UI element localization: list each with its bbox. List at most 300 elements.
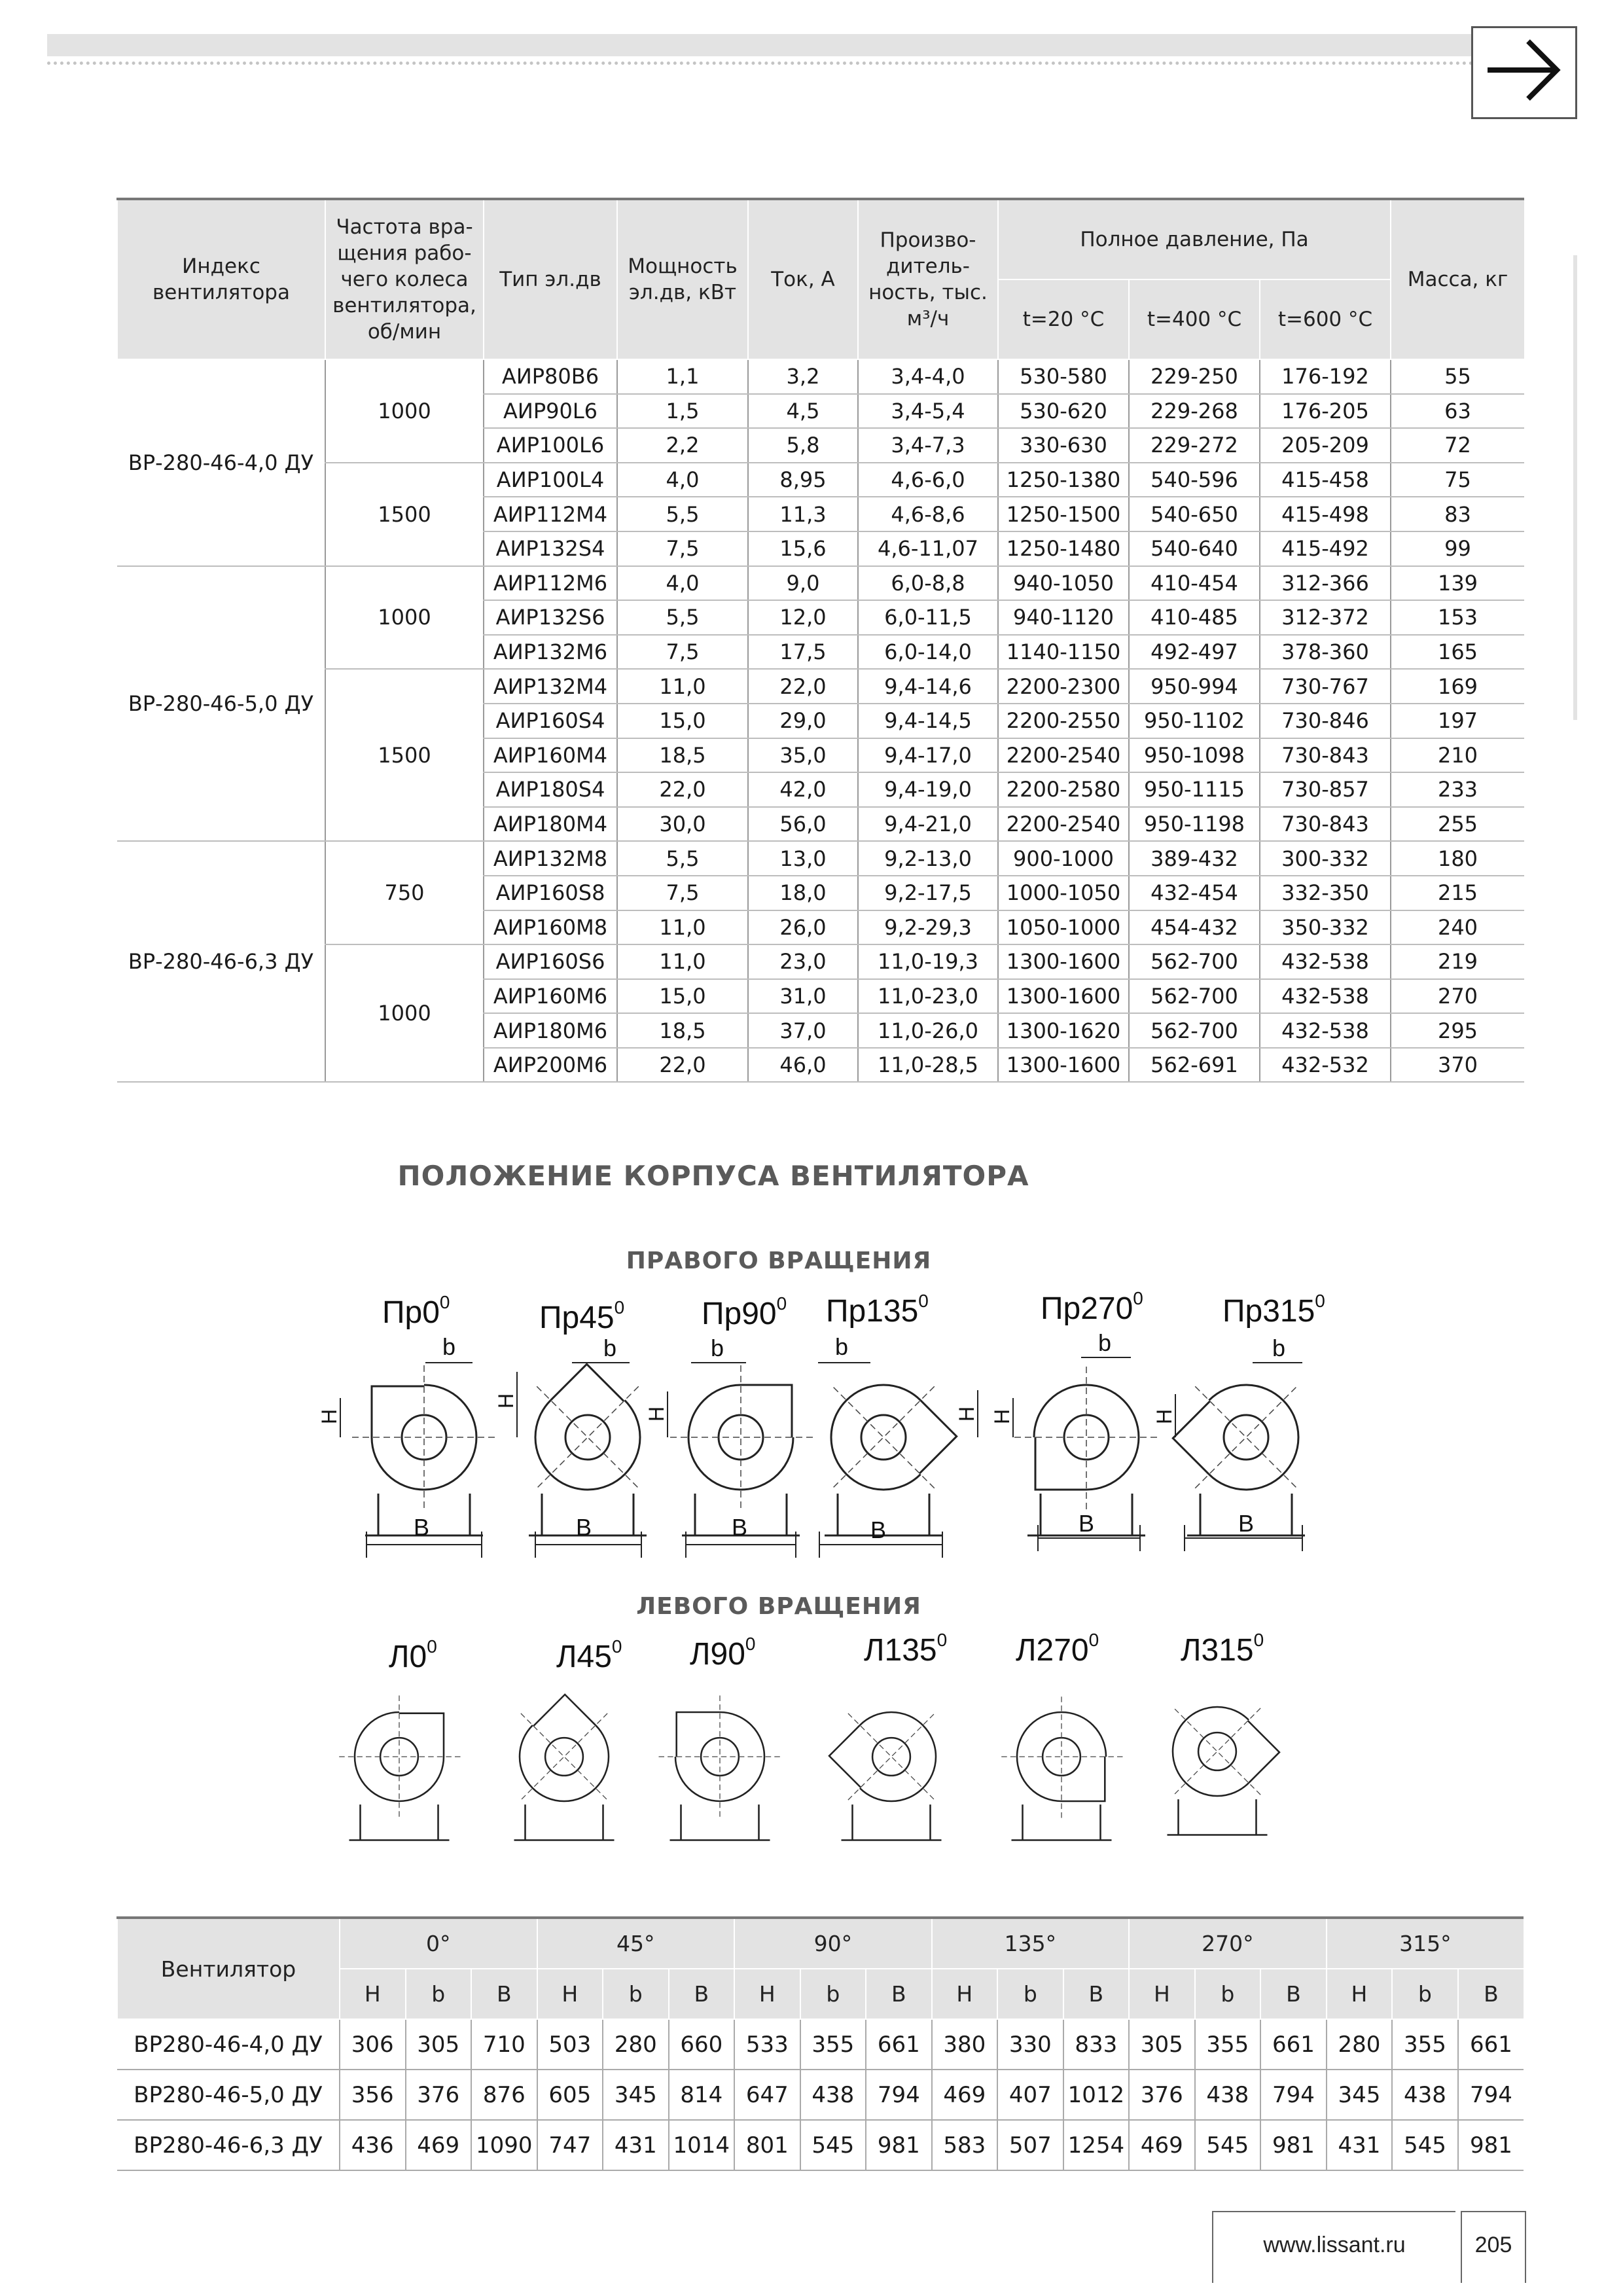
spec-cell: 4,6-8,6 xyxy=(858,497,998,531)
dim-value-cell: 545 xyxy=(1392,2120,1458,2170)
spec-cell: АИР90L6 xyxy=(484,394,617,429)
dim-value-cell: 1012 xyxy=(1063,2070,1130,2120)
spec-cell: 11,0 xyxy=(617,944,748,979)
diagram-l315 xyxy=(1131,1665,1304,1838)
spec-cell: 370 xyxy=(1391,1048,1524,1083)
col-header-power: Мощность эл.дв, кВт xyxy=(617,199,748,359)
spec-cell: 17,5 xyxy=(748,635,858,670)
spec-cell: 176-205 xyxy=(1260,394,1391,429)
dim-subheader: b xyxy=(997,1969,1063,2019)
spec-cell: 3,4-5,4 xyxy=(858,394,998,429)
dim-value-cell: 305 xyxy=(1129,2019,1195,2070)
dim-value-cell: 407 xyxy=(997,2070,1063,2120)
spec-cell: 540-640 xyxy=(1129,531,1260,566)
spec-cell: 229-250 xyxy=(1129,359,1260,394)
dim-value-cell: 981 xyxy=(866,2120,932,2170)
spec-cell: 15,0 xyxy=(617,979,748,1014)
spec-cell: 9,2-13,0 xyxy=(858,841,998,876)
spec-cell: 176-192 xyxy=(1260,359,1391,394)
spec-cell: 730-857 xyxy=(1260,772,1391,807)
spec-cell: 99 xyxy=(1391,531,1524,566)
spec-cell: 900-1000 xyxy=(998,841,1129,876)
spec-cell: 378-360 xyxy=(1260,635,1391,670)
spec-cell: 1250-1380 xyxy=(998,463,1129,497)
spec-cell: 1000-1050 xyxy=(998,876,1129,910)
spec-cell: АИР132S6 xyxy=(484,600,617,635)
spec-cell: 26,0 xyxy=(748,910,858,945)
dim-subheader: H xyxy=(537,1969,603,2019)
spec-cell: 432-538 xyxy=(1260,1013,1391,1048)
position-label-l0: $Л0^0$ xyxy=(389,1636,437,1674)
spec-cell: 312-372 xyxy=(1260,600,1391,635)
dim-H-pr0: H xyxy=(317,1408,341,1424)
spec-cell: 5,8 xyxy=(748,428,858,463)
spec-cell: 30,0 xyxy=(617,807,748,842)
dim-value-cell: 469 xyxy=(1129,2120,1195,2170)
spec-cell: АИР160S4 xyxy=(484,704,617,738)
diagram-l0 xyxy=(338,1696,461,1840)
fan-name-cell: ВР280-46-6,3 ДУ xyxy=(117,2120,340,2170)
spec-cell: 730-843 xyxy=(1260,738,1391,773)
dim-B-pr0: B xyxy=(414,1514,430,1541)
spec-cell: АИР160М4 xyxy=(484,738,617,773)
dim-b-pr0: b xyxy=(442,1333,456,1360)
dim-H-pr45: H xyxy=(494,1393,518,1408)
page-number: 205 xyxy=(1461,2211,1526,2283)
spec-cell: 219 xyxy=(1391,944,1524,979)
dim-H-pr90: H xyxy=(645,1406,668,1422)
spec-cell: 9,4-17,0 xyxy=(858,738,998,773)
spec-cell: 1300-1600 xyxy=(998,979,1129,1014)
spec-cell: 9,4-14,5 xyxy=(858,704,998,738)
dim-H-pr135: H xyxy=(955,1406,978,1422)
dim-value-cell: 431 xyxy=(1327,2120,1393,2170)
spec-cell: 11,0 xyxy=(617,910,748,945)
spec-cell: 197 xyxy=(1391,704,1524,738)
spec-cell: 229-268 xyxy=(1129,394,1260,429)
spec-cell: АИР132М6 xyxy=(484,635,617,670)
spec-cell: 75 xyxy=(1391,463,1524,497)
spec-cell: 350-332 xyxy=(1260,910,1391,945)
spec-cell: АИР180М4 xyxy=(484,807,617,842)
dim-value-cell: 801 xyxy=(734,2120,800,2170)
spec-cell: 730-767 xyxy=(1260,669,1391,704)
spec-cell: 9,4-19,0 xyxy=(858,772,998,807)
spec-cell: 229-272 xyxy=(1129,428,1260,463)
diagram-l270 xyxy=(1001,1696,1123,1840)
dim-value-cell: 661 xyxy=(1458,2019,1524,2070)
dim-value-cell: 345 xyxy=(603,2070,669,2120)
spec-cell: 1300-1600 xyxy=(998,944,1129,979)
dim-value-cell: 1014 xyxy=(669,2120,735,2170)
spec-cell: 29,0 xyxy=(748,704,858,738)
dim-value-cell: 876 xyxy=(471,2070,537,2120)
rpm-cell: 1000 xyxy=(325,566,484,670)
dim-value-cell: 436 xyxy=(340,2120,406,2170)
spec-cell: 389-432 xyxy=(1129,841,1260,876)
angle-header: 135° xyxy=(932,1918,1130,1969)
col-header-motor-type: Тип эл.дв xyxy=(484,199,617,359)
spec-cell: 5,5 xyxy=(617,497,748,531)
spec-cell: 940-1050 xyxy=(998,566,1129,601)
spec-cell: 18,0 xyxy=(748,876,858,910)
dim-H-pr315: H xyxy=(1152,1408,1176,1424)
dim-value-cell: 280 xyxy=(603,2019,669,2070)
dim-b-pr45: b xyxy=(603,1335,617,1361)
spec-cell: 300-332 xyxy=(1260,841,1391,876)
footer-website-link[interactable]: www.lissant.ru xyxy=(1212,2211,1455,2283)
spec-cell: 9,2-29,3 xyxy=(858,910,998,945)
angle-header: 315° xyxy=(1327,1918,1524,1969)
spec-cell: 22,0 xyxy=(617,1048,748,1083)
diagram-l45 xyxy=(478,1670,651,1843)
position-label-pr135: $Пр135^0$ xyxy=(826,1291,929,1329)
fan-index-cell: ВР-280-46-4,0 ДУ xyxy=(117,359,325,566)
dim-b-pr90: b xyxy=(711,1335,724,1361)
spec-cell: 2200-2300 xyxy=(998,669,1129,704)
dim-subheader: b xyxy=(800,1969,866,2019)
spec-cell: 42,0 xyxy=(748,772,858,807)
spec-cell: 415-498 xyxy=(1260,497,1391,531)
angle-header: 0° xyxy=(340,1918,537,1969)
spec-cell: АИР100L4 xyxy=(484,463,617,497)
spec-cell: 3,4-7,3 xyxy=(858,428,998,463)
rpm-cell: 1500 xyxy=(325,669,484,841)
dim-value-cell: 280 xyxy=(1327,2019,1393,2070)
dim-subheader: B xyxy=(1260,1969,1327,2019)
spec-cell: 432-454 xyxy=(1129,876,1260,910)
dim-value-cell: 356 xyxy=(340,2070,406,2120)
diagram-pr0 xyxy=(352,1365,496,1535)
dim-H-pr270: H xyxy=(990,1408,1014,1424)
spec-cell: 46,0 xyxy=(748,1048,858,1083)
spec-cell: АИР112М6 xyxy=(484,566,617,601)
position-label-pr0: $Пр0^0$ xyxy=(382,1292,450,1330)
diagram-pr90 xyxy=(669,1365,813,1535)
position-label-l45: $Л45^0$ xyxy=(556,1636,622,1674)
dim-value-cell: 533 xyxy=(734,2019,800,2070)
section-title-positions: ПОЛОЖЕНИЕ КОРПУСА ВЕНТИЛЯТОРА xyxy=(397,1160,1029,1192)
spec-cell: 1250-1500 xyxy=(998,497,1129,531)
position-label-l90: $Л90^0$ xyxy=(690,1634,756,1672)
dim-subheader: b xyxy=(1195,1969,1261,2019)
spec-cell: 562-700 xyxy=(1129,1013,1260,1048)
spec-cell: АИР132М4 xyxy=(484,669,617,704)
dim-value-cell: 747 xyxy=(537,2120,603,2170)
diagram-l135 xyxy=(805,1670,978,1843)
col-header-current: Ток, А xyxy=(748,199,858,359)
rpm-cell: 1000 xyxy=(325,944,484,1082)
dim-subheader: b xyxy=(1392,1969,1458,2019)
spec-cell: 1250-1480 xyxy=(998,531,1129,566)
dim-value-cell: 438 xyxy=(1195,2070,1261,2120)
dim-b-pr135: b xyxy=(835,1333,849,1360)
spec-cell: 4,6-6,0 xyxy=(858,463,998,497)
spec-cell: 240 xyxy=(1391,910,1524,945)
spec-cell: 37,0 xyxy=(748,1013,858,1048)
spec-cell: 6,0-8,8 xyxy=(858,566,998,601)
spec-cell: 1050-1000 xyxy=(998,910,1129,945)
dim-value-cell: 355 xyxy=(800,2019,866,2070)
dim-value-cell: 330 xyxy=(997,2019,1063,2070)
dim-B-pr135: B xyxy=(870,1516,887,1543)
spec-cell: 11,0-19,3 xyxy=(858,944,998,979)
dim-B-pr270: B xyxy=(1079,1510,1095,1537)
dim-value-cell: 438 xyxy=(800,2070,866,2120)
spec-cell: 540-596 xyxy=(1129,463,1260,497)
spec-cell: 7,5 xyxy=(617,635,748,670)
dim-value-cell: 1090 xyxy=(471,2120,537,2170)
dim-value-cell: 647 xyxy=(734,2070,800,2120)
spec-cell: 11,0-28,5 xyxy=(858,1048,998,1083)
dim-subheader: H xyxy=(932,1969,998,2019)
position-label-pr90: $Пр90^0$ xyxy=(702,1293,787,1331)
spec-cell: 210 xyxy=(1391,738,1524,773)
spec-cell: 2,2 xyxy=(617,428,748,463)
fan-index-cell: ВР-280-46-6,3 ДУ xyxy=(117,841,325,1082)
dim-b-pr315: b xyxy=(1272,1335,1286,1361)
spec-cell: 56,0 xyxy=(748,807,858,842)
dim-value-cell: 981 xyxy=(1458,2120,1524,2170)
spec-cell: 35,0 xyxy=(748,738,858,773)
dim-B-pr90: B xyxy=(732,1514,748,1541)
dim-value-cell: 438 xyxy=(1392,2070,1458,2120)
position-label-pr315: $Пр315^0$ xyxy=(1222,1291,1325,1329)
subtitle-left-rotation: ЛЕВОГО ВРАЩЕНИЯ xyxy=(636,1593,921,1620)
spec-cell: 432-538 xyxy=(1260,944,1391,979)
spec-cell: 4,0 xyxy=(617,566,748,601)
spec-cell: 7,5 xyxy=(617,876,748,910)
dim-value-cell: 545 xyxy=(800,2120,866,2170)
col-header-t600: t=600 °C xyxy=(1260,279,1391,359)
spec-cell: АИР160S6 xyxy=(484,944,617,979)
spec-cell: АИР180М6 xyxy=(484,1013,617,1048)
position-label-pr270: $Пр270^0$ xyxy=(1041,1288,1143,1326)
spec-cell: 432-538 xyxy=(1260,979,1391,1014)
dim-value-cell: 814 xyxy=(669,2070,735,2120)
spec-cell: 18,5 xyxy=(617,1013,748,1048)
spec-cell: 139 xyxy=(1391,566,1524,601)
col-header-t400: t=400 °C xyxy=(1129,279,1260,359)
spec-cell: 492-497 xyxy=(1129,635,1260,670)
spec-cell: 169 xyxy=(1391,669,1524,704)
spec-cell: 950-1102 xyxy=(1129,704,1260,738)
subtitle-right-rotation: ПРАВОГО ВРАЩЕНИЯ xyxy=(626,1247,932,1274)
col-header-flow: Произво-дитель-ность, тыс. м³/ч xyxy=(858,199,998,359)
spec-cell: 31,0 xyxy=(748,979,858,1014)
spec-cell: 950-1198 xyxy=(1129,807,1260,842)
dim-value-cell: 376 xyxy=(1129,2070,1195,2120)
spec-cell: 410-454 xyxy=(1129,566,1260,601)
dim-value-cell: 605 xyxy=(537,2070,603,2120)
spec-cell: 23,0 xyxy=(748,944,858,979)
spec-cell: 3,2 xyxy=(748,359,858,394)
dim-value-cell: 794 xyxy=(1458,2070,1524,2120)
spec-cell: АИР132М8 xyxy=(484,841,617,876)
spec-cell: 6,0-11,5 xyxy=(858,600,998,635)
spec-cell: 950-1098 xyxy=(1129,738,1260,773)
dim-subheader: B xyxy=(1063,1969,1130,2019)
dim-value-cell: 661 xyxy=(866,2019,932,2070)
spec-cell: 15,0 xyxy=(617,704,748,738)
position-label-l315: $Л315^0$ xyxy=(1181,1630,1264,1668)
fan-name-cell: ВР280-46-4,0 ДУ xyxy=(117,2019,340,2070)
spec-cell: 6,0-14,0 xyxy=(858,635,998,670)
spec-cell: 730-843 xyxy=(1260,807,1391,842)
dim-value-cell: 376 xyxy=(406,2070,472,2120)
spec-cell: 5,5 xyxy=(617,600,748,635)
dim-value-cell: 355 xyxy=(1392,2019,1458,2070)
dim-value-cell: 345 xyxy=(1327,2070,1393,2120)
dim-value-cell: 1254 xyxy=(1063,2120,1130,2170)
spec-cell: 55 xyxy=(1391,359,1524,394)
spec-cell: 540-650 xyxy=(1129,497,1260,531)
spec-cell: 950-1115 xyxy=(1129,772,1260,807)
dim-B-pr45: B xyxy=(576,1514,592,1541)
rpm-cell: 1000 xyxy=(325,359,484,463)
spec-cell: 255 xyxy=(1391,807,1524,842)
dim-value-cell: 507 xyxy=(997,2120,1063,2170)
spec-cell: 9,4-14,6 xyxy=(858,669,998,704)
spec-cell: 9,4-21,0 xyxy=(858,807,998,842)
spec-cell: 295 xyxy=(1391,1013,1524,1048)
spec-cell: 11,0-23,0 xyxy=(858,979,998,1014)
spec-cell: 312-366 xyxy=(1260,566,1391,601)
angle-header: 270° xyxy=(1129,1918,1327,1969)
spec-cell: АИР180S4 xyxy=(484,772,617,807)
spec-cell: 432-532 xyxy=(1260,1048,1391,1083)
spec-cell: 180 xyxy=(1391,841,1524,876)
spec-cell: 15,6 xyxy=(748,531,858,566)
spec-cell: 950-994 xyxy=(1129,669,1260,704)
col-header-mass: Масса, кг xyxy=(1391,199,1524,359)
spec-cell: 330-630 xyxy=(998,428,1129,463)
dim-subheader: H xyxy=(1327,1969,1393,2019)
dim-value-cell: 431 xyxy=(603,2120,669,2170)
spec-cell: 7,5 xyxy=(617,531,748,566)
dim-value-cell: 503 xyxy=(537,2019,603,2070)
dim-value-cell: 794 xyxy=(1260,2070,1327,2120)
spec-cell: 8,95 xyxy=(748,463,858,497)
spec-cell: 730-846 xyxy=(1260,704,1391,738)
dim-value-cell: 469 xyxy=(406,2120,472,2170)
spec-cell: 1,1 xyxy=(617,359,748,394)
dims-row xyxy=(117,2070,1524,2120)
spec-cell: АИР80В6 xyxy=(484,359,617,394)
spec-cell: 410-485 xyxy=(1129,600,1260,635)
dim-value-cell: 469 xyxy=(932,2070,998,2120)
spec-cell: 13,0 xyxy=(748,841,858,876)
spec-cell: 4,0 xyxy=(617,463,748,497)
col-header-t20: t=20 °C xyxy=(998,279,1129,359)
spec-cell: 9,2-17,5 xyxy=(858,876,998,910)
spec-cell: 530-580 xyxy=(998,359,1129,394)
dim-value-cell: 545 xyxy=(1195,2120,1261,2170)
spec-cell: АИР160М8 xyxy=(484,910,617,945)
dim-value-cell: 305 xyxy=(406,2019,472,2070)
spec-cell: 72 xyxy=(1391,428,1524,463)
dim-subheader: b xyxy=(603,1969,669,2019)
spec-cell: 3,4-4,0 xyxy=(858,359,998,394)
spec-cell: 83 xyxy=(1391,497,1524,531)
spec-cell: АИР200М6 xyxy=(484,1048,617,1083)
dim-value-cell: 660 xyxy=(669,2019,735,2070)
position-label-l135: $Л135^0$ xyxy=(864,1630,948,1668)
spec-cell: 415-492 xyxy=(1260,531,1391,566)
spec-cell: 205-209 xyxy=(1260,428,1391,463)
dim-value-cell: 355 xyxy=(1195,2019,1261,2070)
col-header-index: Индекс вентилятора xyxy=(117,199,325,359)
dim-value-cell: 380 xyxy=(932,2019,998,2070)
spec-cell: 165 xyxy=(1391,635,1524,670)
dims-row xyxy=(117,2120,1524,2170)
spec-cell: АИР160М6 xyxy=(484,979,617,1014)
spec-cell: 22,0 xyxy=(748,669,858,704)
spec-cell: АИР132S4 xyxy=(484,531,617,566)
spec-cell: АИР100L6 xyxy=(484,428,617,463)
spec-cell: 530-620 xyxy=(998,394,1129,429)
fan-name-cell: ВР280-46-5,0 ДУ xyxy=(117,2070,340,2120)
col-header-pressure: Полное давление, Па xyxy=(998,199,1391,279)
spec-cell: 415-458 xyxy=(1260,463,1391,497)
dim-value-cell: 661 xyxy=(1260,2019,1327,2070)
spec-cell: 562-700 xyxy=(1129,979,1260,1014)
position-label-pr45: $Пр45^0$ xyxy=(539,1297,625,1335)
spec-cell: 153 xyxy=(1391,600,1524,635)
dim-B-pr315: B xyxy=(1238,1510,1255,1537)
dim-subheader: B xyxy=(471,1969,537,2019)
spec-cell: 5,5 xyxy=(617,841,748,876)
spec-cell: 332-350 xyxy=(1260,876,1391,910)
spec-cell: 9,0 xyxy=(748,566,858,601)
rpm-cell: 750 xyxy=(325,841,484,944)
spec-cell: 2200-2580 xyxy=(998,772,1129,807)
spec-cell: АИР112М4 xyxy=(484,497,617,531)
dim-value-cell: 833 xyxy=(1063,2019,1130,2070)
spec-cell: 11,0-26,0 xyxy=(858,1013,998,1048)
spec-cell: 11,3 xyxy=(748,497,858,531)
dim-value-cell: 306 xyxy=(340,2019,406,2070)
spec-cell: 2200-2550 xyxy=(998,704,1129,738)
spec-cell: 11,0 xyxy=(617,669,748,704)
spec-cell: 2200-2540 xyxy=(998,807,1129,842)
spec-cell: 270 xyxy=(1391,979,1524,1014)
spec-cell: 22,0 xyxy=(617,772,748,807)
dim-subheader: b xyxy=(406,1969,472,2019)
dim-subheader: H xyxy=(734,1969,800,2019)
diagram-l90 xyxy=(659,1696,781,1840)
position-label-l270: $Л270^0$ xyxy=(1016,1630,1099,1668)
spec-cell: 233 xyxy=(1391,772,1524,807)
spec-cell: 18,5 xyxy=(617,738,748,773)
fan-dimensions-table xyxy=(116,1916,1524,2171)
dim-b-pr270: b xyxy=(1098,1329,1112,1356)
col-header-fan: Вентилятор xyxy=(117,1918,340,2019)
spec-cell: 1,5 xyxy=(617,394,748,429)
angle-header: 45° xyxy=(537,1918,735,1969)
dim-value-cell: 583 xyxy=(932,2120,998,2170)
spec-cell: 63 xyxy=(1391,394,1524,429)
spec-cell: 562-700 xyxy=(1129,944,1260,979)
spec-cell: 2200-2540 xyxy=(998,738,1129,773)
dim-subheader: B xyxy=(1458,1969,1524,2019)
col-header-rpm: Частота вра-щения рабо-чего колеса вентилятора, об/мин xyxy=(325,199,484,359)
dim-subheader: B xyxy=(669,1969,735,2019)
spec-cell: 1300-1620 xyxy=(998,1013,1129,1048)
spec-cell: 562-691 xyxy=(1129,1048,1260,1083)
spec-cell: 12,0 xyxy=(748,600,858,635)
dim-value-cell: 794 xyxy=(866,2070,932,2120)
